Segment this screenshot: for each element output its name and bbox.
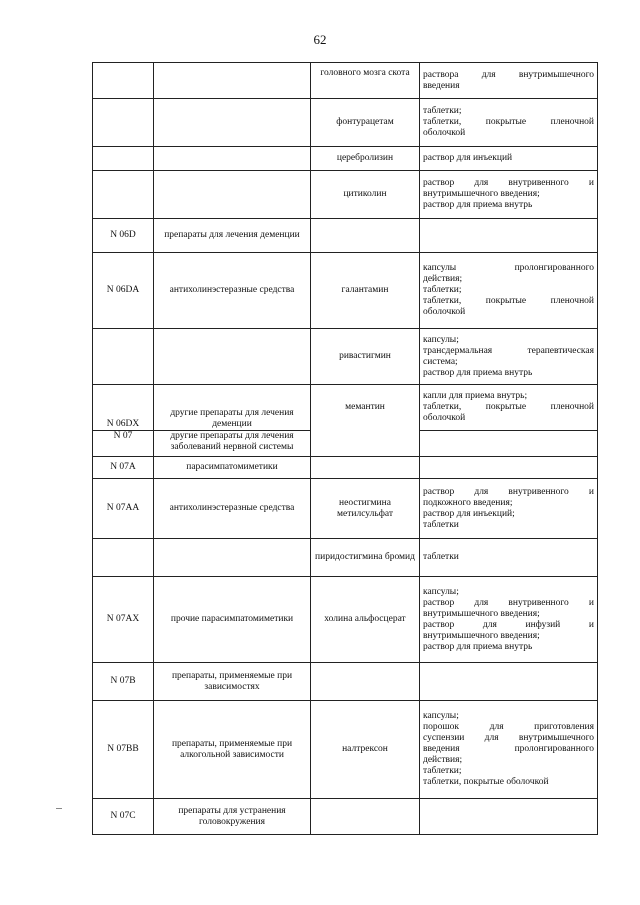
group-cell: препараты для устранения головокружения [154,799,311,835]
form-line: таблетки [423,552,459,562]
form-line: таблетки, покрытые пленочной [423,296,594,306]
group-cell: прочие парасимпатомиметики [154,577,311,663]
inn-cell: ривастигмин [311,329,420,385]
group-cell: препараты, применяемые при зависимостях [154,663,311,701]
atc-code-cell: N 07BB [93,701,154,799]
form-line: раствор для приема внутрь [423,367,533,378]
atc-code-cell: N 07AX [93,577,154,663]
form-line: действия; [423,755,463,765]
form-line: капсулы; [423,711,459,721]
form-line: система; [423,356,458,367]
form-line: подкожного введения; [423,497,513,508]
form-line: трансдермальная терапевтическая [423,345,594,356]
forms-cell [420,253,598,329]
inn-cell: церебролизин [311,147,420,171]
table-row [93,479,598,539]
form-line: суспензии для внутримышечного [423,733,594,743]
form-line: таблетки; [423,106,462,116]
table-row [93,577,598,663]
forms-cell [420,701,598,799]
group-cell [154,99,311,147]
table-row [93,701,598,799]
form-line: раствор для инъекций; [423,508,515,519]
forms-cell [420,479,598,539]
form-line: капсулы пролонгированного [423,263,594,273]
inn-cell [311,431,420,457]
forms-cell [420,63,598,99]
forms-cell [420,539,598,577]
table-row [93,99,598,147]
inn-cell: налтрексон [311,701,420,799]
inn-cell [311,799,420,835]
form-line: внутримышечного введения; [423,608,540,619]
form-line: действия; [423,274,463,284]
atc-code-cell [93,99,154,147]
group-cell: препараты для лечения деменции [154,219,311,253]
drug-table [92,62,598,835]
group-cell: антихолинэстеразные средства [154,479,311,539]
group-cell: антихолинэстеразные средства [154,253,311,329]
group-cell: препараты, применяемые при алкогольной зависимости [154,701,311,799]
form-line: капли для приема внутрь; [423,391,528,401]
form-line: раствор для внутривенного и [423,597,594,608]
form-line: раствор для инъекций [423,153,513,163]
form-line: раствора для внутримышечного [423,69,594,80]
form-line: раствор для приема внутрь [423,641,533,652]
group-cell: другие препараты для лечения деменции [154,385,311,431]
inn-cell [311,663,420,701]
atc-code-cell [93,63,154,99]
atc-code-cell [93,147,154,171]
forms-cell [420,219,598,253]
form-line: капсулы; [423,334,459,345]
form-line: раствор для приема внутрь [423,200,533,210]
form-line: порошок для приготовления [423,722,594,732]
form-line: таблетки, покрытые пленочной [423,117,594,127]
form-line: оболочкой [423,128,466,138]
form-line: внутримышечного введения; [423,630,540,641]
atc-code-cell: N 06DX [93,385,154,431]
forms-cell [420,799,598,835]
forms-cell [420,99,598,147]
table-row [93,385,598,431]
form-line: таблетки; [423,285,462,295]
table-row [93,539,598,577]
atc-code-cell: N 07 [93,431,154,457]
table-row [93,147,598,171]
inn-cell: цитиколин [311,171,420,219]
atc-code-cell: N 06DA [93,253,154,329]
inn-cell: мемантин [311,385,420,431]
table-row [93,63,598,99]
atc-code-cell: N 06D [93,219,154,253]
group-cell [154,171,311,219]
form-line: оболочкой [423,307,466,317]
form-line: раствор для инфузий и [423,619,594,630]
forms-cell [420,431,598,457]
group-cell [154,63,311,99]
forms-cell [420,663,598,701]
form-line: таблетки, покрытые пленочной [423,402,594,412]
atc-code-cell: N 07C [93,799,154,835]
forms-cell [420,329,598,385]
atc-code-cell [93,539,154,577]
margin-mark [56,808,62,809]
table-row [93,663,598,701]
form-line: введения пролонгированного [423,744,594,754]
atc-code-cell: N 07A [93,457,154,479]
inn-cell: головного мозга скота [311,63,420,99]
table-row [93,431,598,457]
form-line: оболочкой [423,413,466,423]
inn-cell: галантамин [311,253,420,329]
form-line: раствор для внутривенного и [423,486,594,497]
atc-code-cell [93,329,154,385]
group-cell: парасимпатомиметики [154,457,311,479]
inn-cell: пиридостигмина бромид [311,539,420,577]
inn-cell [311,219,420,253]
inn-cell: холина альфосцерат [311,577,420,663]
group-cell [154,539,311,577]
group-cell [154,147,311,171]
form-line: раствор для внутривенного и [423,178,594,188]
table-row [93,219,598,253]
table-row [93,799,598,835]
inn-cell: фонтурацетам [311,99,420,147]
form-line: капсулы; [423,586,459,597]
group-cell: другие препараты для лечения заболеваний нервной системы [154,431,311,457]
forms-cell [420,457,598,479]
forms-cell [420,385,598,431]
form-line: таблетки; [423,766,462,776]
table-row [93,329,598,385]
form-line: таблетки [423,519,459,530]
inn-cell: неостигмина метилсульфат [311,479,420,539]
page-number: 62 [313,32,327,47]
forms-cell [420,171,598,219]
form-line: таблетки, покрытые оболочкой [423,777,549,787]
forms-cell [420,147,598,171]
inn-cell [311,457,420,479]
forms-cell [420,577,598,663]
atc-code-cell: N 07B [93,663,154,701]
table-row [93,171,598,219]
table-row [93,457,598,479]
group-cell [154,329,311,385]
atc-code-cell [93,171,154,219]
form-line: введения [423,80,460,91]
form-line: внутримышечного введения; [423,189,540,199]
atc-code-cell: N 07AA [93,479,154,539]
table-row [93,253,598,329]
